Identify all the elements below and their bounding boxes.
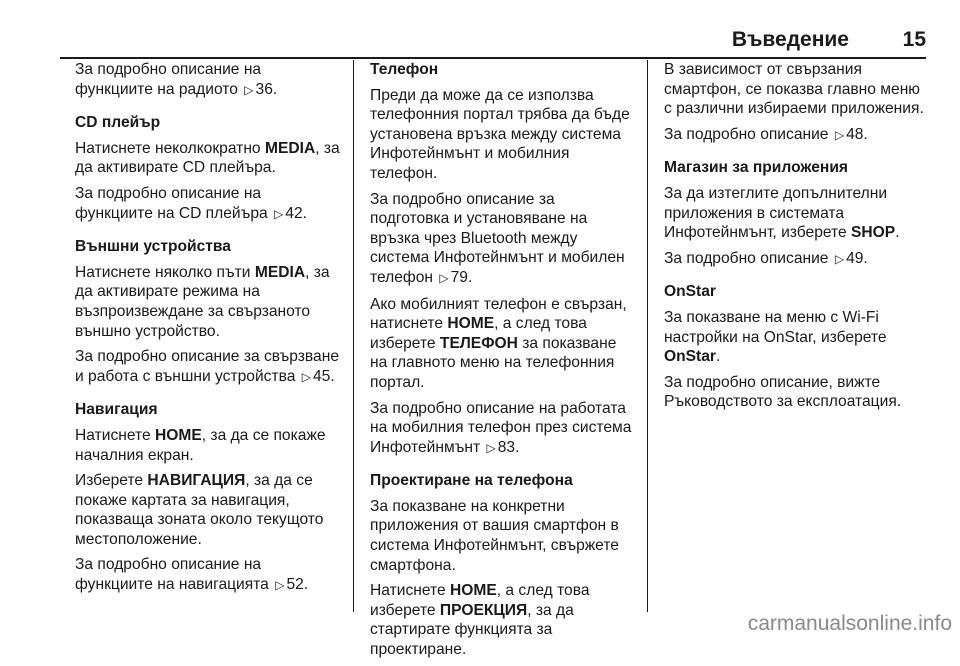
home-key: HOME — [154, 426, 202, 444]
external-devices-text: Натиснете няколко пъти MEDIA, за да активирате режима на възпроизвеждане за свързаното външно устройство. — [75, 263, 330, 340]
page-number: 15 — [902, 28, 926, 51]
watermark: carmanualsonline.info — [747, 612, 952, 635]
projection-text-2: Натиснете HOME, а след това изберете ПРОЕКЦИЯ, за да стартирате функцията за проектиране. — [370, 582, 590, 659]
cd-player-reference: За подробно описание на функциите на CD плейъра ▷ 42. — [75, 184, 343, 224]
phone-reference-1: За подробно описание за подготовка и установяване на връзка чрез Bluetooth между система Инфотейнмънт и мобилен телефон ▷ 79. — [370, 190, 635, 289]
onstar-text: За показване на меню с Wi-Fi настройки на OnStar, изберете OnStar. — [664, 308, 887, 366]
phone-text-1: Преди да може да се използва телефонния портал трябва да бъде установена връзка между система Инфотейнмънт и мобилния телефон. — [370, 86, 630, 182]
navigation-heading: Навигация — [75, 401, 158, 419]
cd-player-text: Натиснете неколкократно MEDIA, за да активирате CD плейъра. — [75, 139, 340, 177]
external-devices-heading: Външни устройства — [75, 238, 231, 256]
onstar-reference: За подробно описание, вижте Ръководството за експлоатация. — [664, 373, 902, 411]
projection-heading: Проектиране на телефона — [370, 472, 573, 490]
column-divider-1 — [353, 60, 354, 612]
phone-heading: Телефон — [370, 61, 439, 78]
projection-key: ПРОЕКЦИЯ — [439, 601, 528, 619]
arrow-reference-icon: ▷ — [274, 206, 284, 221]
navigation-text-2: Изберете НАВИГАЦИЯ, за да се покаже картата за навигация, показваща зоната около текущото местоположение. — [75, 472, 324, 548]
projection-menu-text: В зависимост от свързания смартфон, се показва главно меню с различни избираеми приложения. — [664, 61, 924, 118]
phone-key: ТЕЛЕФОН — [439, 334, 518, 352]
cd-player-heading: CD плейър — [75, 114, 161, 132]
projection-text-1: За показване на конкретни приложения от вашия смартфон в система Инфотейнмънт, свържете смартфона. — [370, 497, 619, 574]
column-3 — [664, 60, 932, 418]
arrow-reference-icon: ▷ — [834, 127, 845, 142]
phone-reference-2: За подробно описание на работата на мобилния телефон през система Инфотейнмънт ▷ 83. — [370, 399, 635, 459]
navigation-reference: За подробно описание на функциите на навигацията ▷ 52. — [75, 555, 343, 595]
column-divider-2 — [647, 60, 648, 612]
arrow-reference-icon: ▷ — [244, 82, 254, 97]
onstar-heading: OnStar — [664, 283, 716, 301]
arrow-reference-icon: ▷ — [439, 270, 449, 285]
external-devices-reference: За подробно описание за свързване и работа с външни устройства ▷ 45. — [75, 347, 343, 387]
page-title: Въведение — [731, 28, 849, 51]
home-key: HOME — [447, 315, 495, 333]
media-key: MEDIA — [264, 139, 316, 157]
arrow-reference-icon: ▷ — [275, 578, 285, 593]
app-shop-reference: За подробно описание ▷ 49. — [664, 249, 932, 270]
navigation-key: НАВИГАЦИЯ — [147, 472, 246, 490]
arrow-reference-icon: ▷ — [301, 369, 311, 384]
radio-reference: За подробно описание на функциите на радиото ▷ 36. — [75, 60, 343, 100]
media-key: MEDIA — [254, 263, 306, 281]
home-key: HOME — [449, 582, 497, 600]
column-2 — [370, 60, 635, 666]
app-shop-text: За да изтеглите допълнителни приложения в системата Инфотейнмънт, изберете SHOP. — [664, 184, 900, 242]
onstar-key: OnStar — [664, 348, 716, 366]
header-rule — [60, 57, 926, 59]
column-1 — [75, 60, 343, 602]
app-shop-heading: Магазин за приложения — [664, 159, 849, 177]
projection-reference: За подробно описание ▷ 48. — [664, 125, 932, 146]
arrow-reference-icon: ▷ — [486, 440, 496, 455]
navigation-text-1: Натиснете HOME, за да се покаже началния екран. — [75, 426, 326, 464]
page-header — [60, 28, 926, 54]
phone-text-2: Ако мобилният телефон е свързан, натиснете HOME, а след това изберете ТЕЛЕФОН за показване на главното меню на телефонния портал. — [370, 295, 627, 391]
arrow-reference-icon: ▷ — [834, 251, 845, 266]
shop-key: SHOP — [851, 224, 896, 242]
